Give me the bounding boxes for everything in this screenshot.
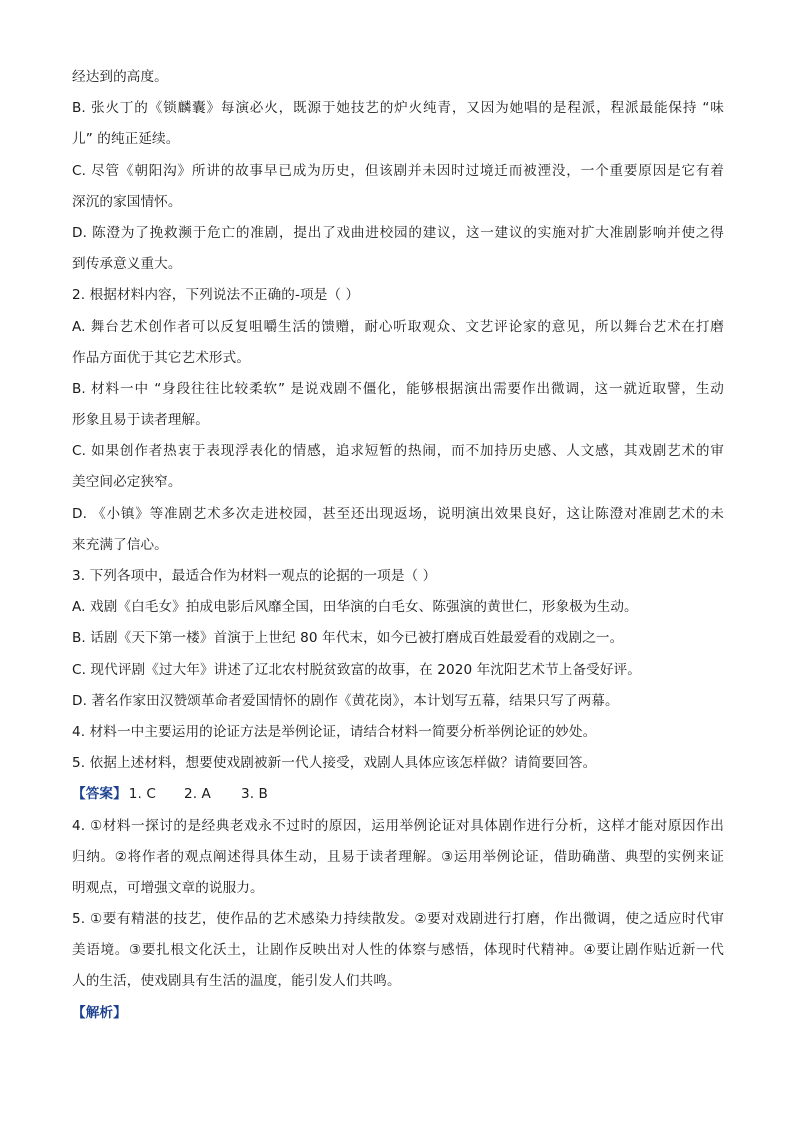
text-line: 经达到的高度。	[72, 69, 168, 85]
answer-2: 2. A	[183, 786, 211, 803]
text-line: 5. ①要有精湛的技艺，使作品的艺术感染力持续散发。②要对戏剧进行打磨，作出微调，使之适应时代审	[72, 911, 724, 928]
text-line: C. 现代评剧《过大年》讲述了辽北农村脱贫致富的故事，在 2020 年沈阳艺术节上备受好评。	[72, 661, 641, 678]
question-3: 3. 下列各项中，最适合作为材料一观点的论据的一项是（ ）	[72, 568, 437, 584]
text-line: B. 话剧《天下第一楼》首演于上世纪 80 年代末，如今已被打磨成百姓最爱看的戏剧之一。	[72, 630, 624, 647]
text-line: 美空间必定狭窄。	[72, 474, 182, 491]
question-4: 4. 材料一中主要运用的论证方法是举例论证，请结合材料一简要分析举例论证的妙处。	[72, 723, 597, 740]
question-5: 5. 依据上述材料，想要使戏剧被新一代人接受，戏剧人具体应该怎样做？请简要回答。	[72, 755, 597, 772]
text-line: 深沉的家国情怀。	[72, 193, 182, 210]
answer-tag: 【答案】	[72, 786, 127, 803]
text-line: 到传承意义重大。	[72, 256, 182, 273]
text-line: 明观点，可增强文章的说服力。	[72, 879, 264, 896]
text-line: 儿” 的纯正延续。	[72, 131, 180, 148]
text-line: C. 如果创作者热衷于表现浮表化的情感，追求短暂的热闹，而不加持历史感、人文感，其戏剧艺术的审	[72, 443, 724, 460]
text-line: D. 陈澄为了挽救濒于危亡的准剧，提出了戏曲进校园的建议，这一建议的实施对扩大准剧影响并使之得	[72, 224, 724, 241]
text-line: 来充满了信心。	[72, 536, 168, 553]
text-line: 美语境。③要扎根文化沃土，让剧作反映出对人性的体察与感悟，体现时代精神。④要让剧作贴近新一代	[72, 942, 724, 959]
text-line: D. 《小镇》等准剧艺术多次走进校园，甚至还出现返场，说明演出效果良好，这让陈澄对准剧艺术的未	[72, 505, 724, 522]
answer-line	[72, 779, 724, 810]
text-line: A. 戏剧《白毛女》拍成电影后风靡全国，田华演的白毛女、陈强演的黄世仁，形象极为生动。	[72, 599, 638, 616]
document-page	[72, 62, 724, 1029]
text-line: A. 舞台艺术创作者可以反复咀嚼生活的馈赠，耐心听取观众、文艺评论家的意见，所以舞台艺术在打磨	[72, 318, 724, 335]
text-line: D. 著名作家田汉赞颂革命者爱国情怀的剧作《黄花岗》，本计划写五幕，结果只写了两幕。	[72, 692, 619, 709]
question-2: 2. 根据材料内容，下列说法不正确的-项是（ ）	[72, 287, 360, 304]
text-line: B. 材料一中 “身段往往比较柔软” 是说戏剧不僵化，能够根据演出需要作出微调，这一就近取譬，生动	[72, 380, 724, 397]
text-line: 4. ①材料一探讨的是经典老戏永不过时的原因，运用举例论证对具体剧作进行分析，这样才能对原因作出	[72, 817, 724, 834]
analysis-line	[72, 998, 724, 1029]
text-line: C. 尽管《朝阳沟》所讲的故事早已成为历史，但该剧并未因时过境迁而被湮没，一个重要原因是它有着	[72, 162, 724, 179]
analysis-tag: 【解析】	[72, 1004, 127, 1021]
text-line: 形象且易于读者理解。	[72, 412, 209, 429]
answer-3: 3. B	[240, 786, 268, 803]
text-line: 作品方面优于其它艺术形式。	[72, 349, 251, 366]
text-line: B. 张火丁的《锁麟囊》每演必火，既源于她技艺的炉火纯青，又因为她唱的是程派，程派最能保持 “味	[72, 100, 724, 117]
answer-1: 1. C	[128, 786, 156, 803]
text-line: 归纳。②将作者的观点阐述得具体生动，且易于读者理解。③运用举例论证，借助确凿、典型的实例来证	[72, 848, 724, 865]
text-line: 人的生活，使戏剧具有生活的温度，能引发人们共鸣。	[72, 973, 401, 990]
